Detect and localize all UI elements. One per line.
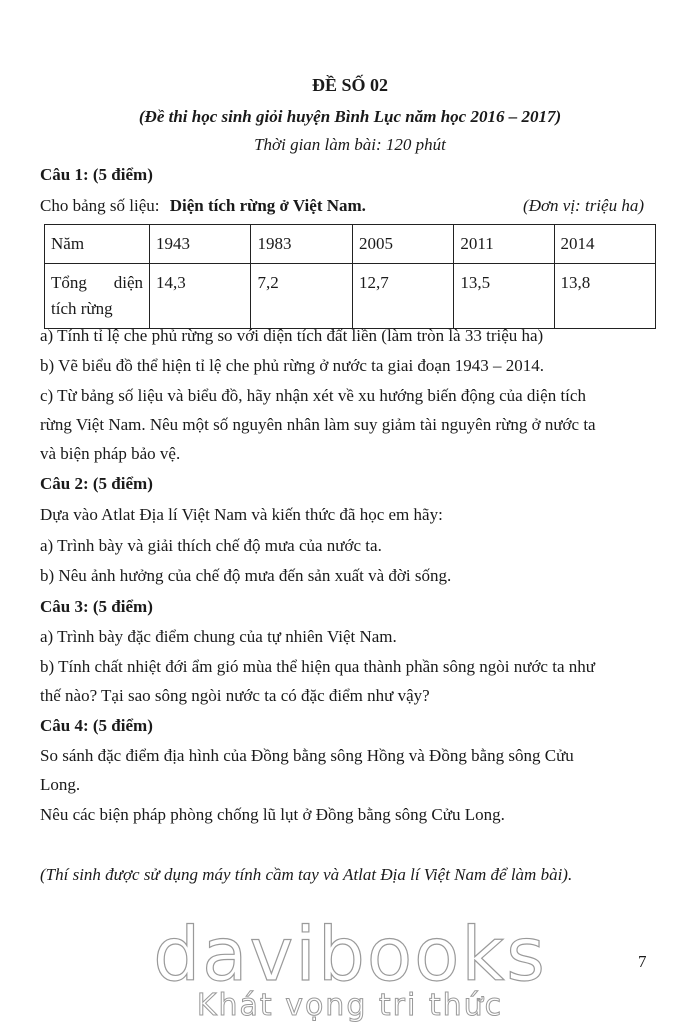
table-value-cell: 14,3 xyxy=(150,264,251,329)
exam-time: Thời gian làm bài: 120 phút xyxy=(254,135,446,154)
q1-heading: Câu 1: (5 điểm) xyxy=(40,165,153,184)
table-value-cell: 7,2 xyxy=(251,264,352,329)
q2-part-a: a) Trình bày và giải thích chế độ mưa của nước ta. xyxy=(40,536,382,555)
table-year-cell: 2011 xyxy=(454,225,554,264)
forest-area-table xyxy=(44,224,656,329)
table-year-cell: 2005 xyxy=(352,225,453,264)
q4-line-3: Nêu các biện pháp phòng chống lũ lụt ở Đồng bằng sông Cửu Long. xyxy=(40,805,505,824)
q2-part-b: b) Nêu ảnh hưởng của chế độ mưa đến sản xuất và đời sống. xyxy=(40,566,452,585)
table-value-cell: 13,8 xyxy=(554,264,655,329)
q2-intro: Dựa vào Atlat Địa lí Việt Nam và kiến thức đã học em hãy: xyxy=(40,505,443,524)
q3-part-a: a) Trình bày đặc điểm chung của tự nhiên Việt Nam. xyxy=(40,627,397,646)
q1-unit: (Đơn vị: triệu ha) xyxy=(523,196,644,215)
table-year-cell: 1943 xyxy=(150,225,251,264)
watermark-slogan: Khát vọng tri thức xyxy=(196,988,504,1023)
q3-part-b-1: b) Tính chất nhiệt đới ẩm gió mùa thể hiện qua thành phần sông ngòi nước ta như xyxy=(40,657,595,676)
table-header-label: Năm xyxy=(45,225,150,264)
exam-title: ĐỀ SỐ 02 xyxy=(311,75,389,95)
table-row xyxy=(45,225,656,264)
q4-line-2: Long. xyxy=(40,775,81,794)
q1-part-b: b) Vẽ biểu đồ thể hiện tỉ lệ che phủ rừng ở nước ta giai đoạn 1943 – 2014. xyxy=(40,356,544,375)
q4-line-1: So sánh đặc điểm địa hình của Đồng bằng sông Hồng và Đồng bằng sông Cửu xyxy=(40,746,574,765)
watermark-brand: davibooks xyxy=(153,912,547,998)
q1-part-a: a) Tính tỉ lệ che phủ rừng so với diện tích đất liền (làm tròn là 33 triệu ha) xyxy=(40,326,544,345)
page-number: 7 xyxy=(638,952,647,971)
table-year-cell: 2014 xyxy=(554,225,655,264)
q4-heading: Câu 4: (5 điểm) xyxy=(40,716,153,735)
exam-note: (Thí sinh được sử dụng máy tính cầm tay và Atlat Địa lí Việt Nam để làm bài). xyxy=(40,865,573,884)
table-value-cell: 13,5 xyxy=(454,264,554,329)
q3-part-b-2: thế nào? Tại sao sông ngòi nước ta có đặc điểm như vậy? xyxy=(40,686,430,705)
q1-part-c-2: rừng Việt Nam. Nêu một số nguyên nhân làm suy giảm tài nguyên rừng ở nước ta xyxy=(40,415,596,434)
q3-heading: Câu 3: (5 điểm) xyxy=(40,597,153,616)
exam-subtitle: (Đề thi học sinh giỏi huyện Bình Lục năm học 2016 – 2017) xyxy=(138,107,562,126)
q1-part-c-1: c) Từ bảng số liệu và biểu đồ, hãy nhận xét về xu hướng biến động của diện tích xyxy=(40,386,586,405)
table-row xyxy=(45,264,656,329)
q1-part-c-3: và biện pháp bảo vệ. xyxy=(40,444,181,463)
table-value-cell: 12,7 xyxy=(352,264,453,329)
q1-intro-prefix: Cho bảng số liệu: xyxy=(40,196,160,215)
q1-table-title: Diện tích rừng ở Việt Nam. xyxy=(169,196,366,215)
table-year-cell: 1983 xyxy=(251,225,352,264)
q2-heading: Câu 2: (5 điểm) xyxy=(40,474,153,493)
table-row-label: Tổng diện tích rừng xyxy=(45,264,150,329)
